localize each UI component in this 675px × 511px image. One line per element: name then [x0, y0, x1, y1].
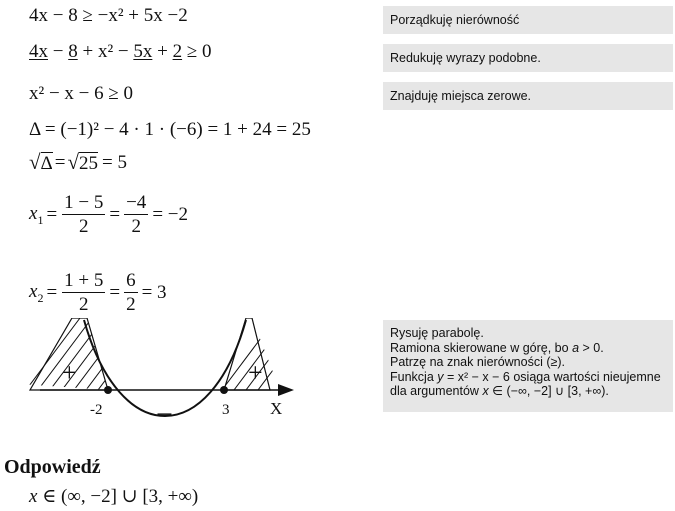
term-4x: 4x	[29, 41, 48, 62]
step-line-4-text: Δ = (−1)² − 4 · 1 · (−6) = 1 + 24 = 25	[29, 119, 311, 140]
x2-fraction-1: $\frac{1 + 5}{2}$	[64, 270, 104, 315]
step-line-2: 4x − 8 + x² − 5x + 2 ≥ 0	[29, 41, 212, 62]
answer-set-text: ∈ (∞, −2] ∪ [3, +∞)	[42, 486, 199, 507]
x2-label: $x_2$	[29, 280, 44, 305]
sqrt-symbol-1: √	[29, 150, 41, 174]
answer-heading: Odpowiedź	[4, 456, 101, 478]
note-zeros: Znajduję miejsca zerowe.	[383, 82, 673, 110]
root-point-right	[220, 386, 228, 394]
axis-label-x: X	[270, 399, 283, 418]
note-reduce: Redukuję wyrazy podobne.	[383, 44, 673, 72]
x2-result: = 3	[141, 282, 167, 303]
root-x2: $x_2$ = $\frac{1 + 5}{2}$ = $\frac{6}{2}$ = 3	[29, 270, 167, 315]
sqrt-result: = 5	[102, 152, 127, 173]
root-x1: $x_1$ = $\frac{1 - 5}{2}$ = $\frac{-4}{2}$ = −2	[29, 192, 188, 237]
term-8: 8	[68, 41, 78, 62]
x1-label: $x_1$	[29, 202, 44, 227]
step-line-3-text: x² − x − 6 ≥ 0	[29, 83, 134, 104]
x-axis-arrow	[278, 384, 294, 396]
x1-fraction-1: $\frac{1 - 5}{2}$	[64, 192, 104, 237]
term-2: 2	[172, 41, 183, 62]
x1-fraction-2: $\frac{-4}{2}$	[126, 192, 147, 237]
relation: ≥ 0	[186, 41, 212, 62]
root-label-right: 3	[222, 402, 230, 418]
term-5x: 5x	[133, 41, 153, 62]
radicand-delta: Δ	[40, 153, 53, 174]
root-label-left: -2	[90, 402, 103, 418]
radicand-25: 25	[79, 153, 98, 174]
x2-fraction-2: $\frac{6}{2}$	[126, 270, 136, 315]
step-line-5: √ Δ = √ 25 = 5	[29, 150, 127, 174]
plus-sign-left: +	[62, 358, 77, 387]
plus-sign-right: +	[248, 358, 263, 387]
step-line-4	[29, 120, 311, 139]
note-parabola: Rysuję parabolę. Ramiona skierowane w górę, bo a > 0. Patrzę na znak nierówności (≥). Funkcja y = x² − x − 6 osiąga wartości nieujemne dla argumentów x ∈ (−∞, −2] ∪ [3, +∞).	[383, 320, 673, 412]
note-order: Porządkuję nierówność	[383, 6, 673, 34]
parabola-sketch	[20, 318, 310, 450]
step-line-1	[29, 6, 188, 25]
step-line-3	[29, 84, 133, 103]
root-point-left	[104, 386, 112, 394]
x1-result: = −2	[152, 204, 188, 225]
answer-var: x	[29, 486, 38, 507]
answer-set	[29, 487, 198, 506]
step-line-1-text: 4x − 8 ≥ −x² + 5x −2	[29, 5, 188, 26]
minus-sign: −	[156, 398, 173, 431]
sqrt-symbol-2: √	[67, 150, 79, 174]
hatch-lines-right	[216, 318, 310, 398]
hatch-region-right	[224, 318, 270, 390]
term-x2: x²	[97, 41, 114, 62]
